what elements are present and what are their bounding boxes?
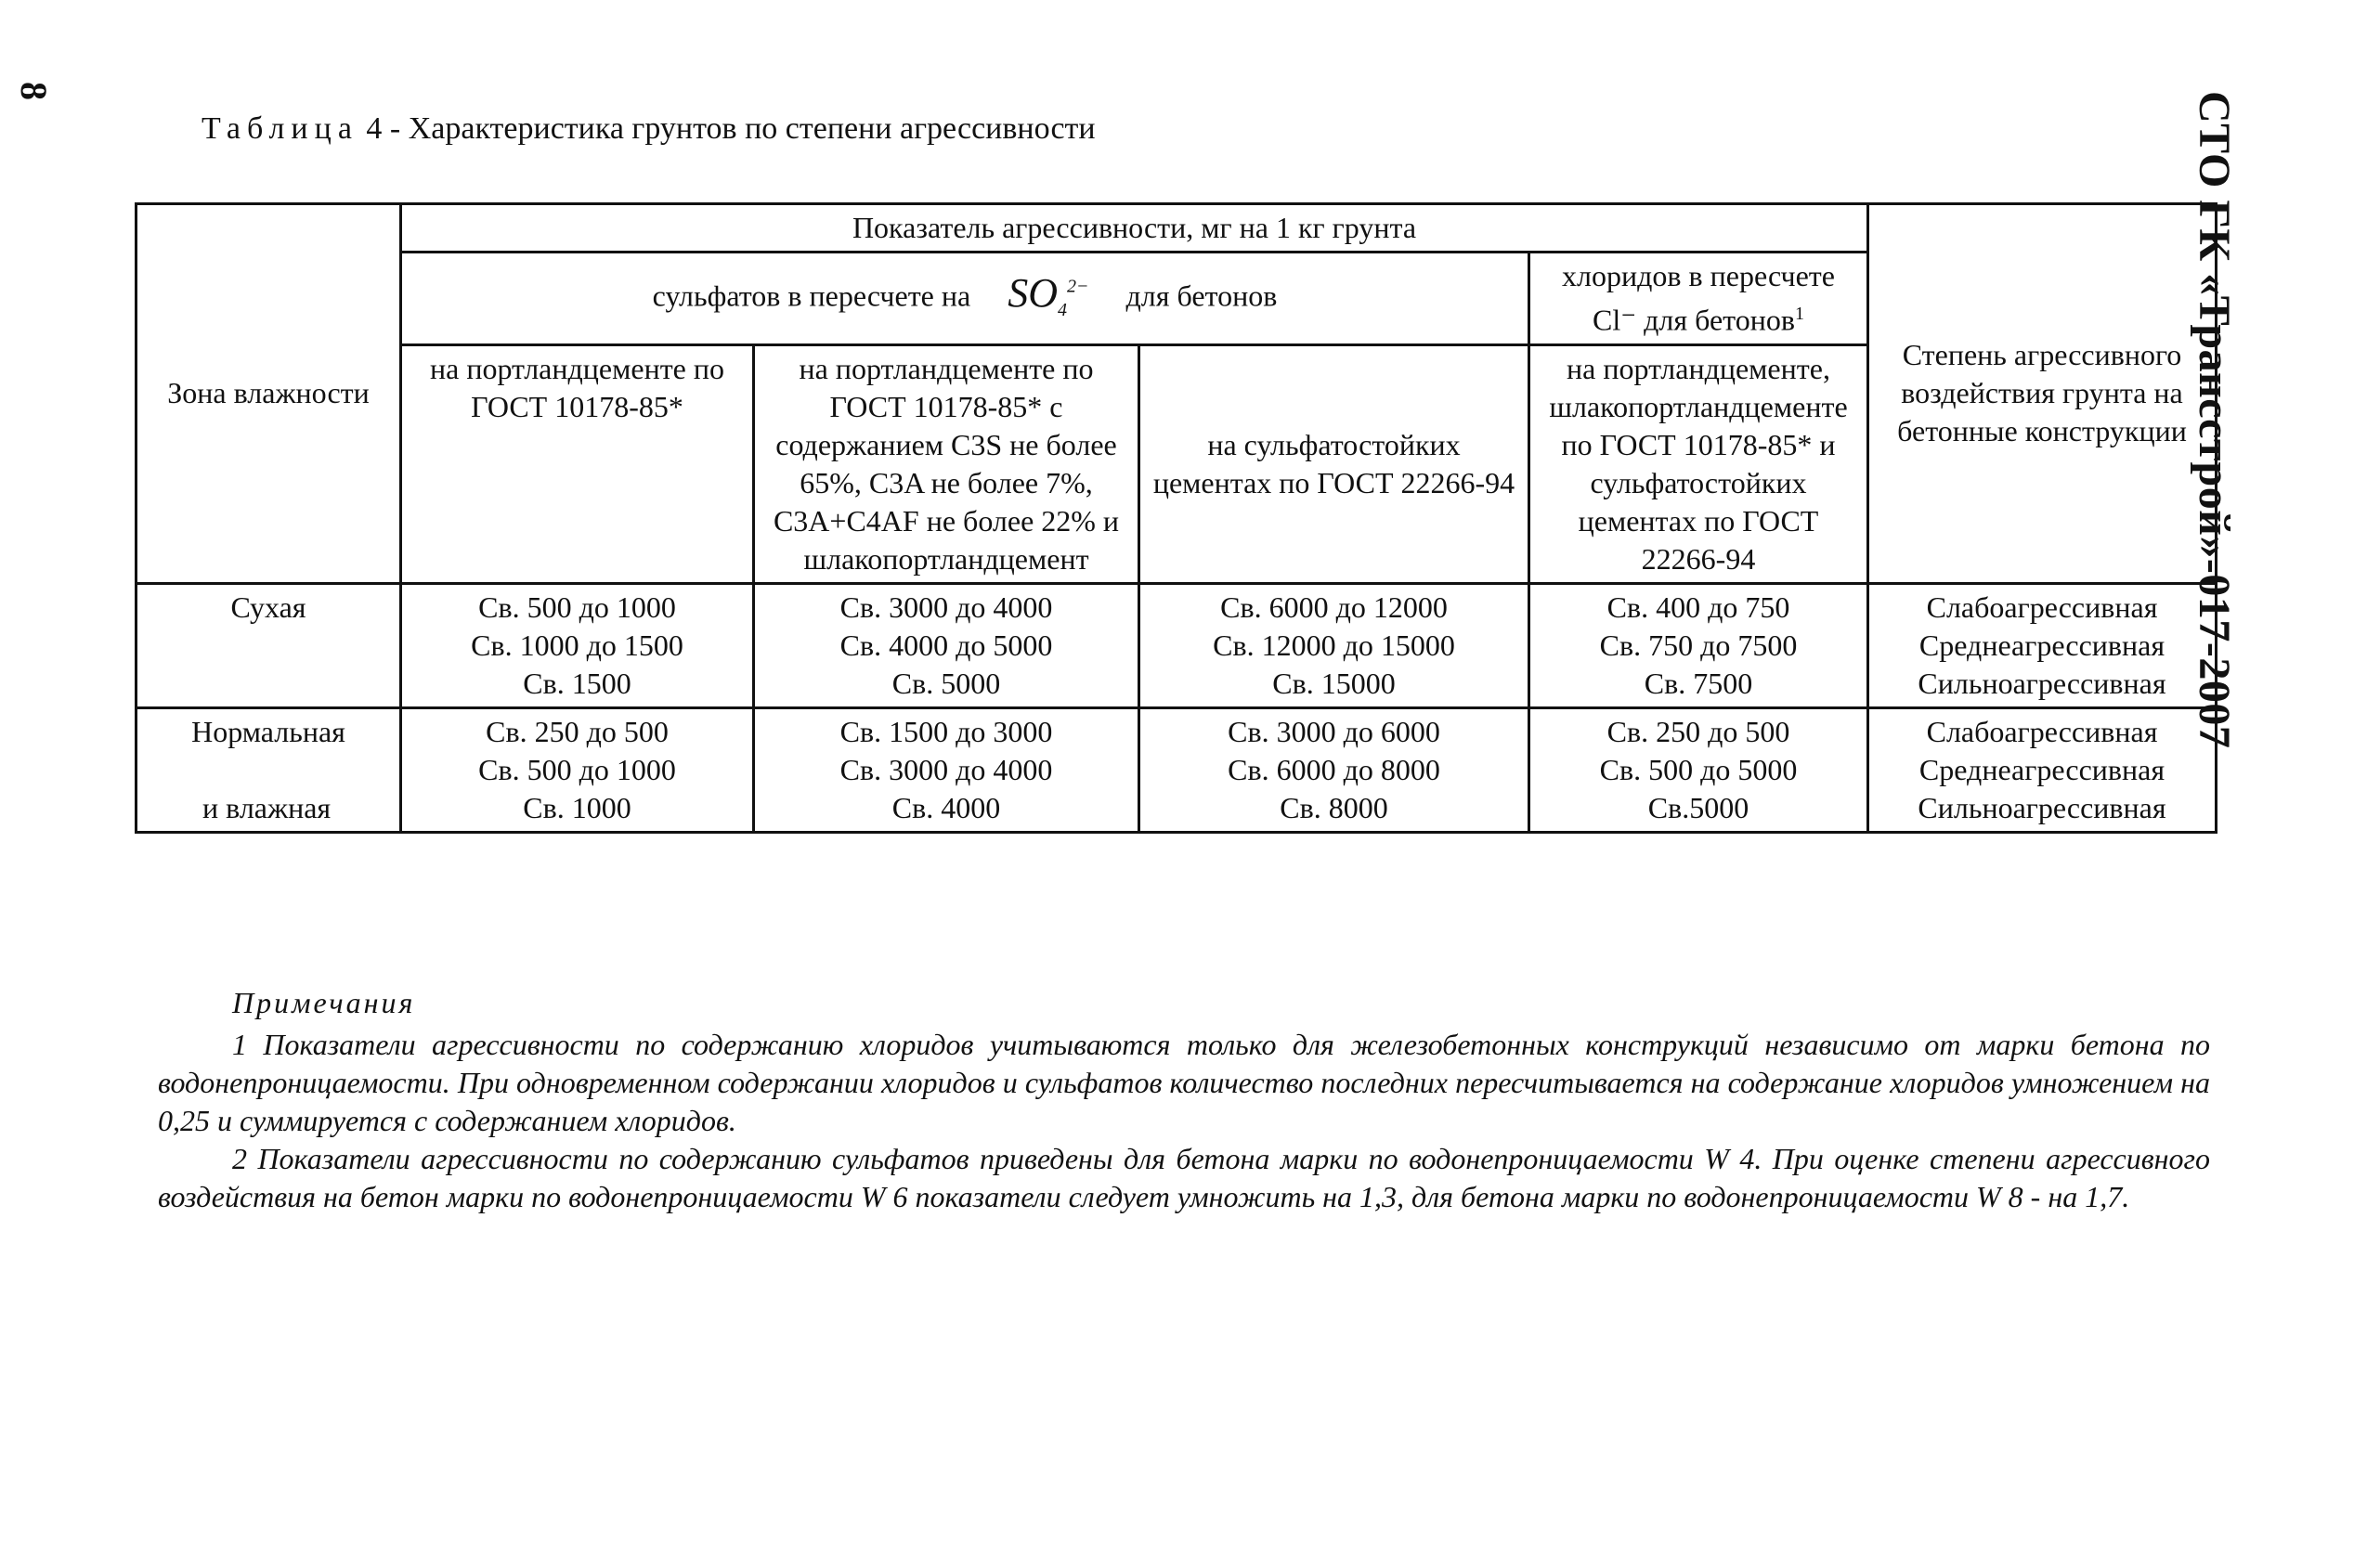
table-cell: Св. 400 до 750 Св. 750 до 7500 Св. 7500 [1529,583,1868,707]
table-caption [202,111,1096,147]
header-zone: Зона влажности [137,204,401,584]
caption-text: - Характеристика грунтов по степени агрессивности [382,111,1096,146]
table-cell: Св. 3000 до 6000 Св. 6000 до 8000 Св. 8000 [1139,707,1529,832]
zone-normal-humid: Нормальная и влажная [137,707,401,832]
header-row-1 [137,204,2217,253]
chlorides-label: хлоридов в пересчете Cl⁻ для бетонов [1562,259,1835,337]
table-cell: Св. 500 до 1000 Св. 1000 до 1500 Св. 1500 [401,583,754,707]
header-chlorides [1529,253,1868,345]
zone-dry: Сухая [137,583,401,707]
sulfates-label: сульфатов в пересчете на [652,279,971,313]
header-col-sulfate-resistant: на сульфатостойких цементах по ГОСТ 22266-94 [1139,344,1529,583]
table-cell: Слабоагрессивная Среднеагрессивная Сильноагрессивная [1868,583,2217,707]
header-col-portland-limited: на портландцементе по ГОСТ 10178-85* с содержанием C3S не более 65%, C3A не более 7%, C3A+C4AF не более 22% и шлакопортландцемент [754,344,1139,583]
document-code-header: СТО ГК «Трансстрой»-017-2007 [2190,91,2239,749]
caption-number: 4 [366,111,383,146]
table-cell: Св. 250 до 500 Св. 500 до 5000 Св.5000 [1529,707,1868,832]
header-col-portland: на портландцементе по ГОСТ 10178-85* [401,344,754,583]
note-2: 2 Показатели агрессивности по содержанию сульфатов приведены для бетона марки по водонепроницаемости W 4. При оценке степени агрессивного воздействия на бетон марки по водонепроницаемости W 6 показатели следует умножить на 1,3, для бетона марки по водонепроницаемости W 8 - на 1,7. [158,1142,2210,1213]
footnote-ref: 1 [1794,304,1804,324]
notes-section [158,984,2210,1216]
sulfates-suffix: для бетонов [1125,279,1278,313]
header-sulfates [401,253,1529,345]
table-row [137,583,2217,707]
header-indicator: Показатель агрессивности, мг на 1 кг грунта [401,204,1868,253]
table-row [137,707,2217,832]
table-cell: Св. 250 до 500 Св. 500 до 1000 Св. 1000 [401,707,754,832]
soil-aggressiveness-table [135,202,2217,834]
table-cell: Св. 6000 до 12000 Св. 12000 до 15000 Св. 15000 [1139,583,1529,707]
header-degree: Степень агрессивного воздействия грунта на бетонные конструкции [1868,204,2217,584]
notes-title: Примечания [232,986,416,1019]
so4-formula: $SO_4^{2-}$ [1008,269,1089,320]
page-number: 8 [13,82,55,100]
note-1: 1 Показатели агрессивности по содержанию хлоридов учитываются только для железобетонных конструкций независимо от марки бетона по водонепроницаемости. При одновременном содержании хлоридов и сульфатов количество последних пересчитывается на содержание хлоридов умножением на 0,25 и суммируется с содержанием хлоридов. [158,1028,2210,1137]
table-cell: Св. 1500 до 3000 Св. 3000 до 4000 Св. 4000 [754,707,1139,832]
header-col-chlorides-cements: на портландцементе, шлакопортландцементе по ГОСТ 10178-85* и сульфатостойких цементах по ГОСТ 22266-94 [1529,344,1868,583]
caption-label: Таблица [202,111,358,146]
table-cell: Св. 3000 до 4000 Св. 4000 до 5000 Св. 5000 [754,583,1139,707]
table-cell: Слабоагрессивная Среднеагрессивная Сильноагрессивная [1868,707,2217,832]
